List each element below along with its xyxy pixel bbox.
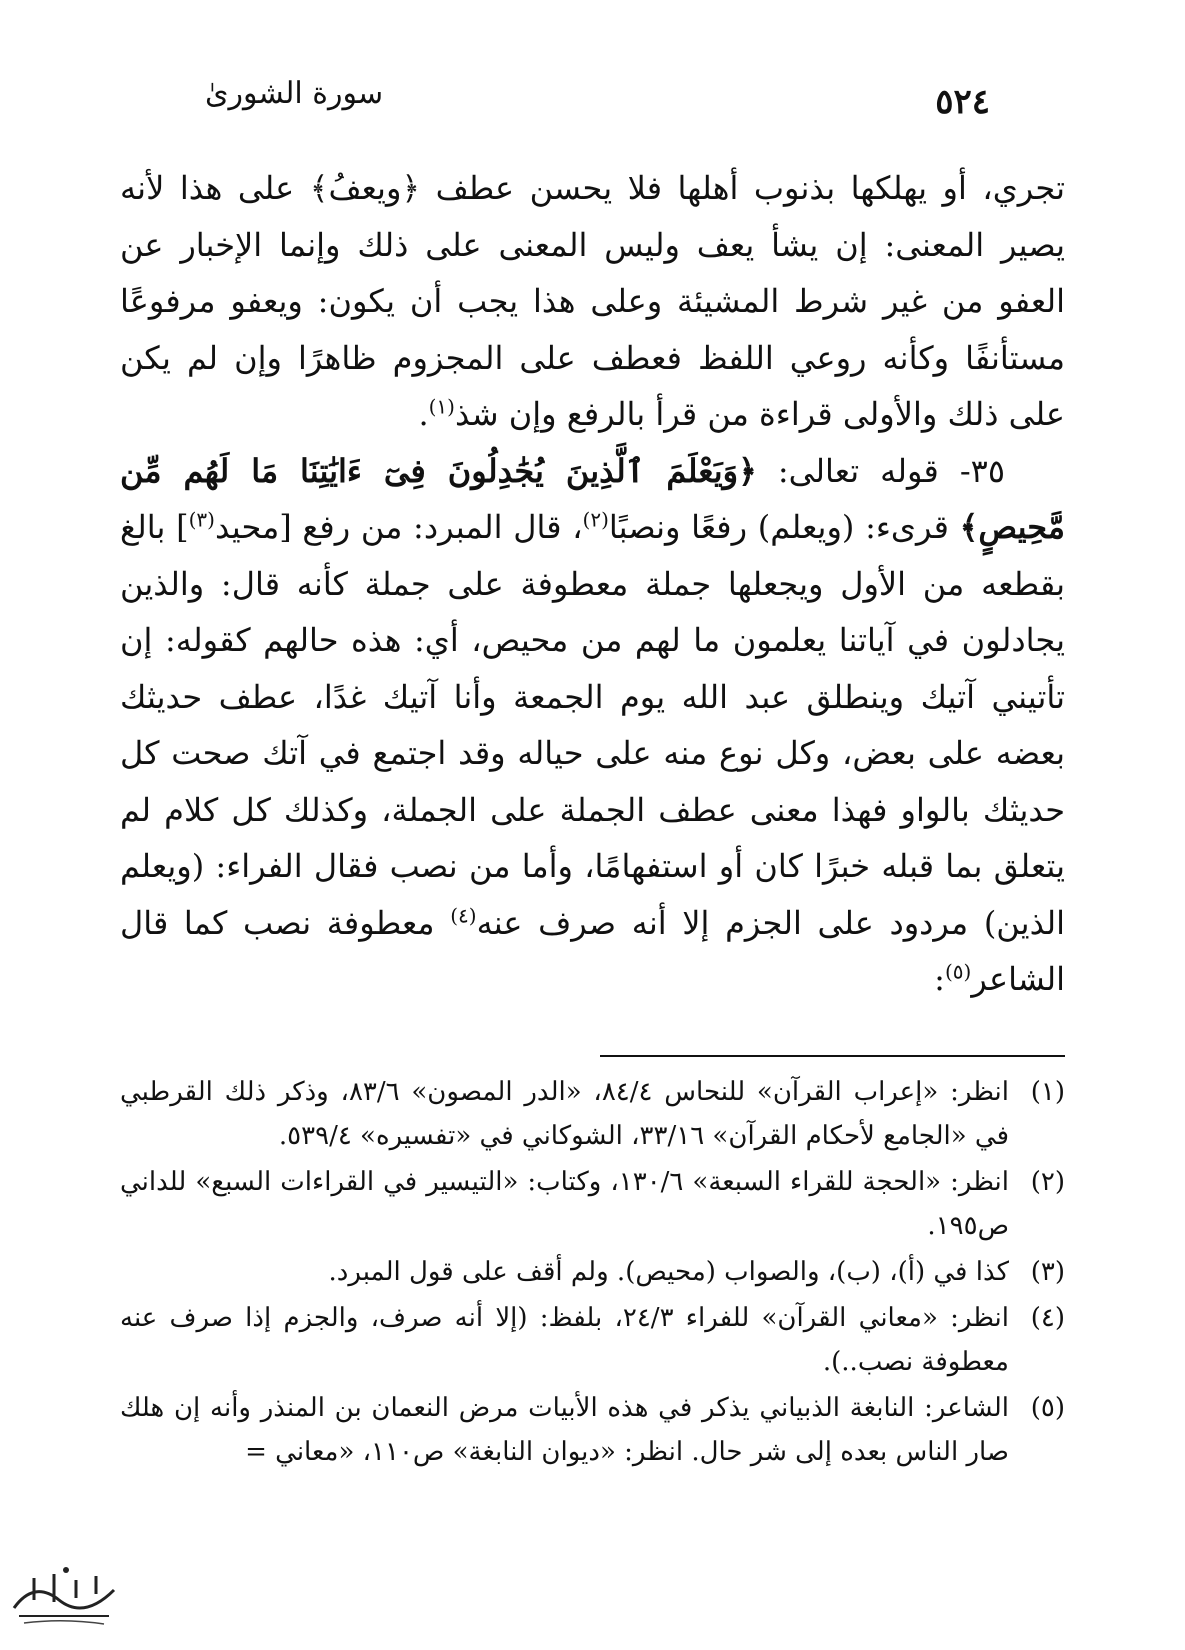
- library-stamp-logo: [4, 1560, 124, 1630]
- paragraph-1-end: .: [418, 395, 429, 433]
- footnote-ref-4[interactable]: (٤): [450, 902, 477, 927]
- surah-title: سورة الشورىٰ: [205, 76, 384, 111]
- footnote-ref-2[interactable]: (٢): [582, 507, 609, 532]
- quran-verse: ﴿وَيَعْلَمَ ٱلَّذِينَ يُجَٰدِلُونَ فِىٓ ءَايَٰتِنَا مَا لَهُم مِّن مَّحِيصٍ﴾: [120, 451, 1066, 546]
- paragraph-2: [120, 443, 1065, 1008]
- footnote-text: انظر: «معاني القرآن» للفراء ٢٤/٣، بلفظ: (إلا أنه صرف، والجزم إذا صرف عنه معطوفة نصب..).: [120, 1303, 1009, 1377]
- paragraph-2-part-e: :: [934, 960, 945, 998]
- footnote-ref-5[interactable]: (٥): [944, 959, 972, 984]
- watermark-logo-icon: [4, 1560, 124, 1630]
- footnote-number: (٤): [1030, 1303, 1065, 1333]
- footnote-2: [120, 1160, 1065, 1248]
- footnotes: [120, 1070, 1065, 1476]
- paragraph-2-part-c: ] بالغ بقطعه من الأول ويجعلها جملة معطوفة على جملة كأنه قال: والذين يجادلون في آياتنا يعلمون ما لهم من محيص، أي: هذه حالهم كقوله: إن تأتيني آتيك وينطلق عبد الله يوم الجمعة وأنا آتيك غدًا، عطف حديثك بعضه على بعض، وكل نوع منه على حياله وقد اجتمع في آتك صحت كل حديثك بالواو فهذا معنى عطف الجملة على الجملة، وكذلك كل كلام لم يتعلق بما قبله خبرًا كان أو استفهامًا، وأما من نصب فقال الفراء: (ويعلم الذين) مردود على الجزم إلا أنه صرف عنه: [120, 508, 1066, 942]
- footnote-number: (١): [1030, 1077, 1065, 1107]
- footnote-ref-1[interactable]: (١): [428, 394, 455, 419]
- paragraph-2-part-b: ، قال المبرد: من رفع [محيد: [214, 508, 583, 546]
- paragraph-1: [120, 160, 1065, 443]
- footnote-text: الشاعر: النابغة الذبياني يذكر في هذه الأبيات مرض النعمان بن المنذر وأنه إن هلك صار الناس بعده إلى شر حال. انظر: «ديوان النابغة» ص١١٠، «معاني =: [120, 1393, 1009, 1467]
- footnote-text: كذا في (أ)، (ب)، والصواب (محيص). ولم أقف على قول المبرد.: [328, 1257, 1009, 1287]
- footnote-1: [120, 1070, 1065, 1158]
- verse-number-lead: ٣٥- قوله تعالى:: [756, 451, 1006, 490]
- footnote-text: انظر: «الحجة للقراء السبعة» ١٣٠/٦، وكتاب: «التيسير في القراءات السبع» للداني ص١٩٥.: [120, 1167, 1010, 1241]
- footnote-number: (٢): [1030, 1167, 1066, 1197]
- paragraph-1-text: تجري، أو يهلكها بذنوب أهلها فلا يحسن عطف ﴿ويعفُ﴾ على هذا لأنه يصير المعنى: إن يشأ يعف وليس المعنى على ذلك وإنما الإخبار عن العفو من غير شرط المشيئة وعلى هذا يجب أن يكون: ويعفو مرفوعًا مستأنفًا وكأنه روعي اللفظ فعطف على المجزوم ظاهرًا وإن لم يكن على ذلك والأولى قراءة من قرأ بالرفع وإن شذ: [120, 169, 1066, 433]
- paragraph-2-part-a: قرىء: (ويعلم) رفعًا ونصبًا: [608, 508, 960, 546]
- footnote-divider: [600, 1055, 1065, 1057]
- footnote-3: [120, 1250, 1065, 1294]
- main-text: [120, 160, 1065, 1008]
- footnote-number: (٥): [1030, 1393, 1065, 1423]
- paragraph-2-part-d: معطوفة نصب كما قال الشاعر: [120, 903, 1065, 998]
- footnote-text: انظر: «إعراب القرآن» للنحاس ٨٤/٤، «الدر المصون» ٨٣/٦، وذكر ذلك القرطبي في «الجامع لأحكام القرآن» ٣٣/١٦، الشوكاني في «تفسيره» ٥٣٩/٤.: [120, 1077, 1009, 1151]
- footnote-5: [120, 1386, 1065, 1474]
- page-number: ٥٢٤: [935, 82, 990, 122]
- footnote-ref-3[interactable]: (٣): [188, 507, 215, 532]
- footnote-4: [120, 1296, 1065, 1384]
- footnote-number: (٣): [1030, 1257, 1065, 1287]
- page-header: [205, 72, 990, 132]
